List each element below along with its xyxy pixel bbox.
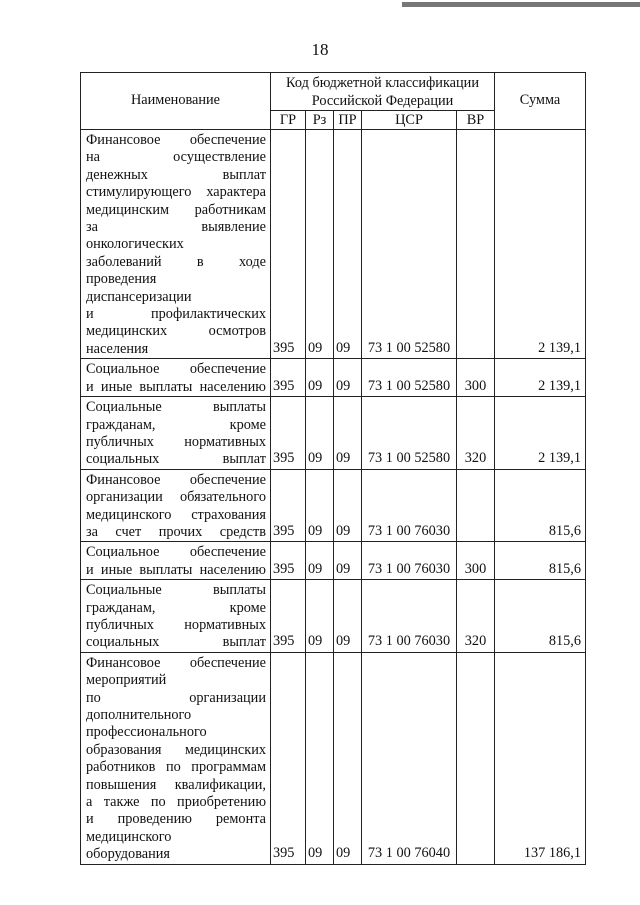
row-pr: 09 [334,652,362,864]
row-pr: 09 [334,397,362,470]
row-pr: 09 [334,469,362,542]
row-name-line: а также по приобретению [86,794,266,811]
row-gr: 395 [271,130,306,359]
row-name-line: и профилактических [86,306,266,323]
row-rz: 09 [306,469,334,542]
row-rz: 09 [306,652,334,864]
row-gr: 395 [271,542,306,580]
row-pr: 09 [334,580,362,653]
row-name-line: денежных выплат [86,166,266,183]
row-vr: 300 [457,542,495,580]
table-row [81,397,586,470]
row-vr: 320 [457,397,495,470]
row-name-line: образования медицинских [86,741,266,758]
row-name-line: оборудования [86,846,170,863]
row-name-line: за счет прочих средств [86,523,266,540]
row-name-line: за выявление [86,219,266,236]
table-row [81,652,586,864]
row-name-line: дополнительного [86,707,192,723]
row-sum: 137 186,1 [495,652,586,864]
row-name [81,359,271,397]
row-vr [457,469,495,542]
row-rz: 09 [306,130,334,359]
row-name-line: Социальное обеспечение [86,361,266,378]
row-name-line: заболеваний в ходе [86,253,266,270]
row-sum: 815,6 [495,580,586,653]
row-name-line: Социальные выплаты [86,582,266,599]
row-name [81,580,271,653]
row-name [81,652,271,864]
header-name: Наименование [81,73,271,130]
table-row [81,469,586,542]
row-name-line: медицинского [86,828,172,845]
row-name-line: гражданам, кроме [86,416,266,433]
row-name-line: и проведению ремонта [86,811,266,828]
header-code-classification [271,73,495,111]
row-name-line: публичных нормативных [86,433,266,450]
header-pr: ПР [334,111,362,130]
row-sum: 2 139,1 [495,359,586,397]
header-vr: ВР [457,111,495,130]
row-name-line: медицинских осмотров [86,323,266,340]
row-name-line: работников по программам [86,759,266,776]
row-name-line: организации обязательного [86,489,266,506]
row-gr: 395 [271,580,306,653]
row-csr: 73 1 00 76030 [362,542,457,580]
table-header [81,73,586,130]
row-name-line: по организации [86,689,266,706]
row-name-line: онкологических [86,236,184,253]
row-csr: 73 1 00 52580 [362,397,457,470]
row-name [81,542,271,580]
row-name-line: гражданам, кроме [86,599,266,616]
row-gr: 395 [271,397,306,470]
row-name-line: и иные выплаты населению [86,378,266,395]
row-name-line: публичных нормативных [86,616,266,633]
row-name-line: Финансовое обеспечение [86,132,266,148]
row-rz: 09 [306,397,334,470]
header-sum: Сумма [495,73,586,130]
scan-edge-mark [402,2,640,7]
row-sum: 2 139,1 [495,130,586,359]
row-name-line: Социальные выплаты [86,399,266,416]
row-gr: 395 [271,469,306,542]
row-name-line: проведения [86,271,157,288]
row-csr: 73 1 00 52580 [362,359,457,397]
row-rz: 09 [306,580,334,653]
header-gr: ГР [271,111,306,130]
row-name-line: Финансовое обеспечение [86,654,266,671]
row-name-line: социальных выплат [86,634,266,651]
row-name-line: населения [86,340,149,357]
row-pr: 09 [334,130,362,359]
row-vr: 300 [457,359,495,397]
row-name-line: Финансовое обеспечение [86,471,266,488]
row-vr [457,652,495,864]
row-name-line: стимулирующего характера [86,184,266,201]
row-name-line: мероприятий [86,672,167,689]
row-name [81,469,271,542]
table-row [81,130,586,359]
row-name-line: и иные выплаты населению [86,561,266,578]
header-csr: ЦСР [362,111,457,130]
row-rz: 09 [306,542,334,580]
row-rz: 09 [306,359,334,397]
row-pr: 09 [334,542,362,580]
row-csr: 73 1 00 76030 [362,580,457,653]
row-name-line: диспансеризации [86,288,192,305]
table-row [81,580,586,653]
row-vr: 320 [457,580,495,653]
row-csr: 73 1 00 52580 [362,130,457,359]
page-number: 18 [311,40,329,59]
row-gr: 395 [271,652,306,864]
row-name-line: на осуществление [86,149,266,166]
row-pr: 09 [334,359,362,397]
row-name-line: повышения квалификации, [86,776,266,793]
row-sum: 815,6 [495,469,586,542]
row-name-line: профессионального [86,724,207,741]
row-name [81,397,271,470]
budget-table [80,72,586,865]
row-vr [457,130,495,359]
row-sum: 815,6 [495,542,586,580]
header-code-line-2: Российской Федерации [311,92,454,109]
row-name-line: Социальное обеспечение [86,544,266,561]
row-sum: 2 139,1 [495,397,586,470]
table-row [81,359,586,397]
row-name-line: медицинского страхования [86,506,266,523]
header-code-line-1: Код бюджетной классификации [286,74,479,91]
table-body [81,130,586,865]
row-csr: 73 1 00 76040 [362,652,457,864]
table-row [81,542,586,580]
row-name-line: медицинским работникам [86,201,266,218]
row-gr: 395 [271,359,306,397]
header-rz: Рз [306,111,334,130]
row-csr: 73 1 00 76030 [362,469,457,542]
row-name-line: социальных выплат [86,451,266,468]
row-name [81,130,271,359]
